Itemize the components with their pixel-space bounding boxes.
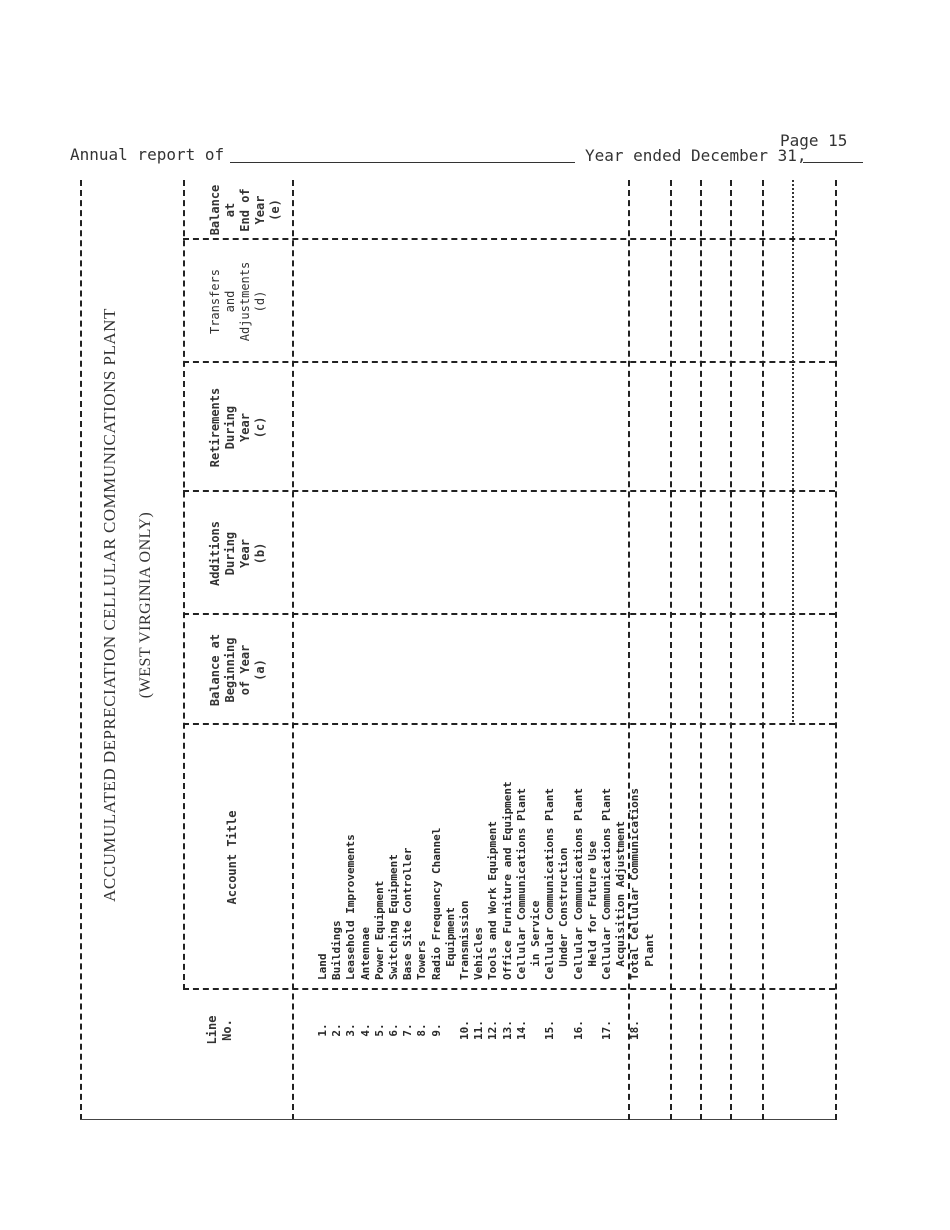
line-number xyxy=(557,995,571,1065)
title-box-left xyxy=(80,1119,190,1120)
account-title: Cellular Communications Plant xyxy=(543,787,557,980)
total-rule xyxy=(792,180,794,725)
account-title: Cellular Communications Plant xyxy=(514,787,528,980)
depreciation-table xyxy=(80,180,840,1120)
account-title: Switching Equipment xyxy=(387,854,401,980)
header-top-rule xyxy=(183,180,185,990)
account-col-sep xyxy=(183,723,835,725)
table-border-top xyxy=(80,180,82,1120)
line-number: 7. xyxy=(401,1023,415,1037)
account-title: in Service xyxy=(529,900,543,980)
account-title: Held for Future Use xyxy=(585,840,599,980)
col-header-e: Balance at End of Year (e) xyxy=(208,184,282,236)
line-number: 3. xyxy=(344,1023,358,1037)
line-number: 15. xyxy=(543,1020,557,1040)
line-number xyxy=(586,995,600,1065)
account-title-column xyxy=(316,730,657,980)
row-rule-15 xyxy=(700,180,702,1120)
account-title: Acquisition Adjustment xyxy=(614,821,628,980)
col-a-sep xyxy=(183,613,835,615)
account-title: Cellular Communications Plant xyxy=(571,787,585,980)
line-number: 16. xyxy=(571,1020,585,1040)
account-title: Transmission xyxy=(458,900,472,980)
header-bottom-rule xyxy=(292,180,294,1120)
line-number: 12. xyxy=(486,1020,500,1040)
left-border xyxy=(80,1119,835,1120)
row-rule-17 xyxy=(762,180,764,1120)
year-ended-label: Year ended December 31, xyxy=(585,146,807,165)
table-subtitle: (WEST VIRGINIA ONLY) xyxy=(137,511,154,699)
account-title: Power Equipment xyxy=(372,880,386,980)
account-title: Radio Frequency Channel xyxy=(429,827,443,980)
line-number: 17. xyxy=(600,1020,614,1040)
year-field[interactable] xyxy=(803,162,863,163)
line-col-sep xyxy=(183,988,835,990)
col-header-a: Balance at Beginning of Year (a) xyxy=(208,633,267,707)
col-c-sep xyxy=(183,361,835,363)
line-number: 4. xyxy=(358,1023,372,1037)
account-title: Base Site Controller xyxy=(401,847,415,980)
line-number xyxy=(614,995,628,1065)
line-number: 6. xyxy=(387,1023,401,1037)
line-number: 9. xyxy=(429,1023,443,1037)
col-header-account: Account Title xyxy=(225,810,239,905)
col-header-c: Retirements During Year (c) xyxy=(208,387,267,468)
col-b-sep xyxy=(183,490,835,492)
line-number-column xyxy=(316,995,657,1065)
table-title: ACCUMULATED DEPRECIATION CELLULAR COMMUNICATIONS PLANT xyxy=(100,308,119,902)
account-title: Buildings xyxy=(330,920,344,980)
line-number: 13. xyxy=(500,1020,514,1040)
line-number: 14. xyxy=(514,1020,528,1040)
line-number xyxy=(529,995,543,1065)
line-number: 1. xyxy=(316,1023,329,1037)
account-title: Antennae xyxy=(358,927,372,980)
line-number: 2. xyxy=(330,1023,344,1037)
line-number: 5. xyxy=(372,1023,386,1037)
account-title: Office Furniture and Equipment xyxy=(500,781,514,980)
account-title: Equipment xyxy=(443,907,457,980)
account-title: Tools and Work Equipment xyxy=(486,821,500,980)
col-header-b: Additions During Year (b) xyxy=(208,520,267,587)
annual-report-label: Annual report of xyxy=(70,145,225,164)
line-number: 18. xyxy=(628,1020,642,1040)
page-number: Page 15 xyxy=(780,131,848,150)
line-number xyxy=(444,995,458,1065)
table-border-bottom xyxy=(835,180,837,1120)
account-title: Under Construction xyxy=(557,847,571,980)
account-title: Towers xyxy=(415,940,429,980)
row-rule-14 xyxy=(670,180,672,1120)
account-title: Total Cellular Communications xyxy=(628,787,642,980)
account-title: Plant xyxy=(642,933,656,980)
line-number: 11. xyxy=(472,1020,486,1040)
line-number xyxy=(643,995,657,1065)
account-title: Cellular Communications Plant xyxy=(600,787,614,980)
account-title: Land xyxy=(316,953,329,980)
account-title: Vehicles xyxy=(472,927,486,980)
line-number: 10. xyxy=(458,1020,472,1040)
account-title: Leasehold Improvements xyxy=(344,834,358,980)
line-number: 8. xyxy=(415,1023,429,1037)
company-name-field[interactable] xyxy=(230,162,575,163)
col-header-d: Transfers and Adjustments (d) xyxy=(208,261,267,342)
col-header-line: Line No. xyxy=(205,1015,234,1045)
row-rule-16 xyxy=(730,180,732,1120)
